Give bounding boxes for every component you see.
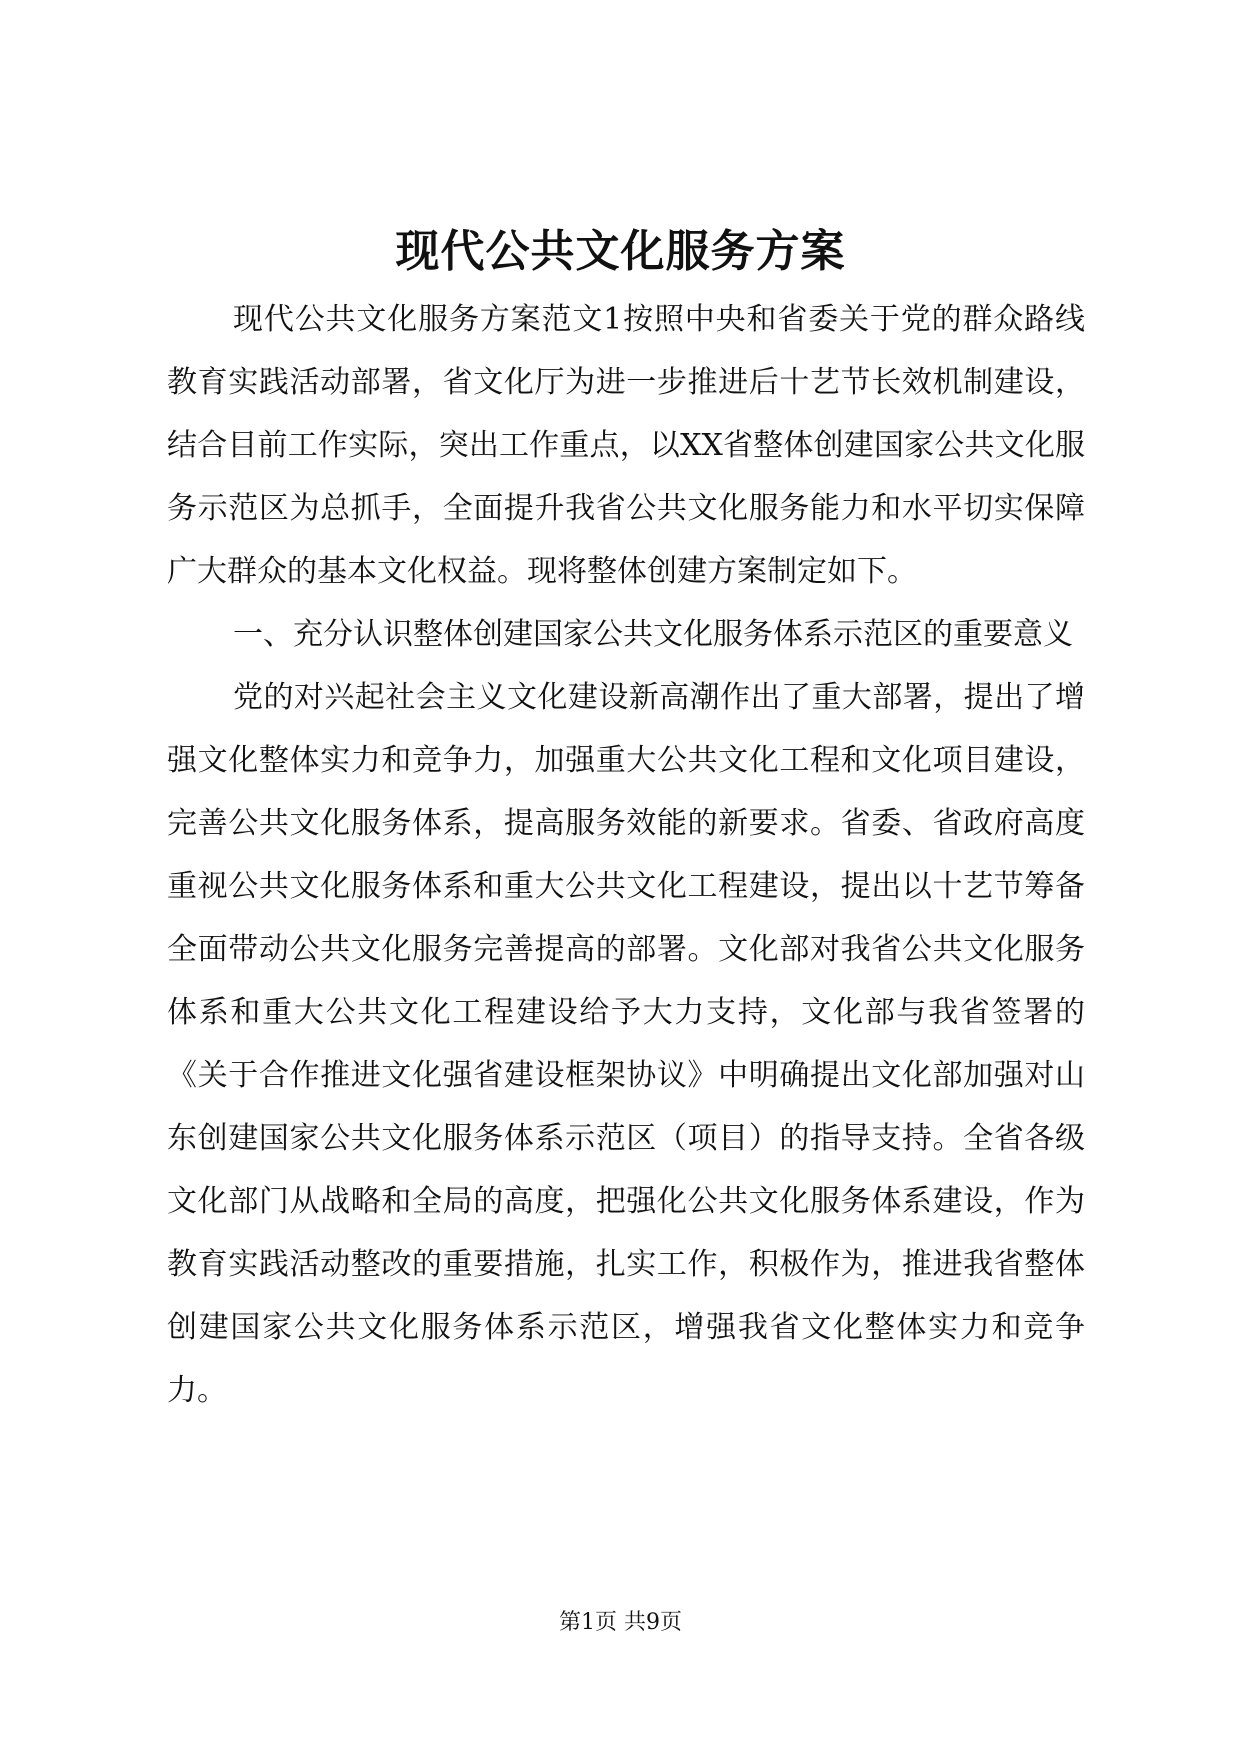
page-number-footer: 第1页 共9页 — [559, 1610, 682, 1635]
document-body — [167, 288, 1085, 1422]
paragraph-section-1: 党的对兴起社会主义文化建设新高潮作出了重大部署，提出了增强文化整体实力和竞争力，加强重大公共文化工程和文化项目建设，完善公共文化服务体系，提高服务效能的新要求。省委、省政府高度重视公共文化服务体系和重大公共文化工程建设，提出以十艺节筹备全面带动公共文化服务完善提高的部署。文化部对我省公共文化服务体系和重大公共文化工程建设给予大力支持，文化部与我省签署的《关于合作推进文化强省建设框架协议》中明确提出文化部加强对山东创建国家公共文化服务体系示范区（项目）的指导支持。全省各级文化部门从战略和全局的高度，把强化公共文化服务体系建设，作为教育实践活动整改的重要措施，扎实工作，积极作为，推进我省整体创建国家公共文化服务体系示范区，增强我省文化整体实力和竞争力。 — [167, 680, 1085, 1408]
paragraph-intro: 现代公共文化服务方案范文1按照中央和省委关于党的群众路线教育实践活动部署，省文化厅为进一步推进后十艺节长效机制建设，结合目前工作实际，突出工作重点，以XX省整体创建国家公共文化服务示范区为总抓手，全面提升我省公共文化服务能力和水平切实保障广大群众的基本文化权益。现将整体创建方案制定如下。 — [167, 302, 1085, 589]
section-heading-1: 一、充分认识整体创建国家公共文化服务体系示范区的重要意义 — [233, 617, 1073, 652]
document-title: 现代公共文化服务方案 — [395, 226, 846, 277]
